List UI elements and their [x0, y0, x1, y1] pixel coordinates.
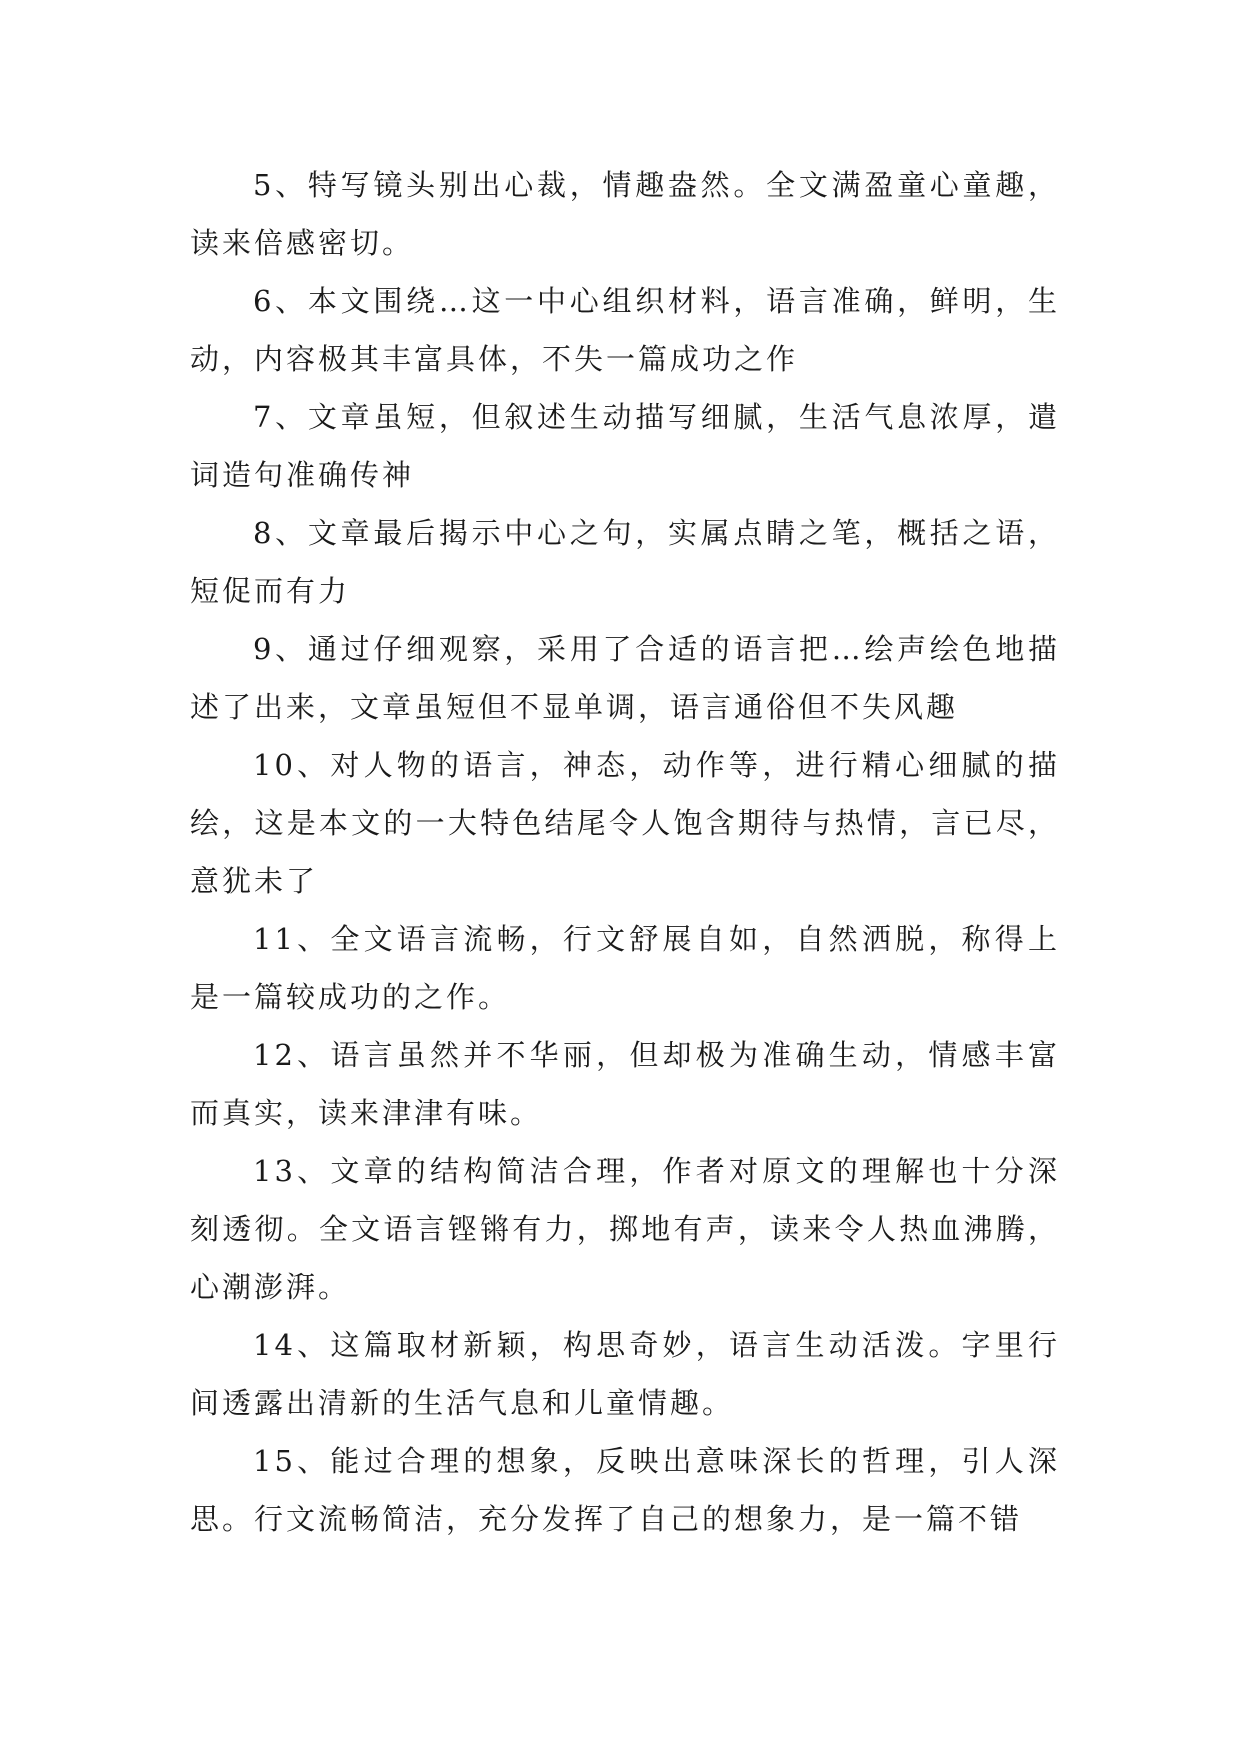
comment-paragraph-5: 5、特写镜头别出心裁，情趣盎然。全文满盈童心童趣，读来倍感密切。	[190, 168, 1060, 260]
comment-paragraph-13: 13、文章的结构简洁合理，作者对原文的理解也十分深刻透彻。全文语言铿锵有力，掷地有声，读来令人热血沸腾，心潮澎湃。	[190, 1154, 1060, 1304]
comment-paragraph-6: 6、本文围绕…这一中心组织材料，语言准确，鲜明，生动，内容极其丰富具体，不失一篇成功之作	[190, 284, 1060, 376]
comment-paragraph-14: 14、这篇取材新颖，构思奇妙，语言生动活泼。字里行间透露出清新的生活气息和儿童情趣。	[190, 1328, 1060, 1420]
comment-paragraph-10: 10、对人物的语言，神态，动作等，进行精心细腻的描绘，这是本文的一大特色结尾令人饱含期待与热情，言已尽，意犹未了	[190, 748, 1060, 898]
comment-paragraph-7: 7、文章虽短，但叙述生动描写细腻，生活气息浓厚，遣词造句准确传神	[190, 400, 1060, 492]
comment-paragraph-12: 12、语言虽然并不华丽，但却极为准确生动，情感丰富而真实，读来津津有味。	[190, 1038, 1060, 1130]
document-body	[190, 156, 1060, 1548]
comment-paragraph-8: 8、文章最后揭示中心之句，实属点睛之笔，概括之语，短促而有力	[190, 516, 1060, 608]
comment-paragraph-11: 11、全文语言流畅，行文舒展自如，自然洒脱，称得上是一篇较成功的之作。	[190, 922, 1060, 1014]
comment-paragraph-15: 15、能过合理的想象，反映出意味深长的哲理，引人深思。行文流畅简洁，充分发挥了自己的想象力，是一篇不错	[190, 1444, 1060, 1536]
comment-paragraph-9: 9、通过仔细观察，采用了合适的语言把…绘声绘色地描述了出来，文章虽短但不显单调，语言通俗但不失风趣	[190, 632, 1060, 724]
